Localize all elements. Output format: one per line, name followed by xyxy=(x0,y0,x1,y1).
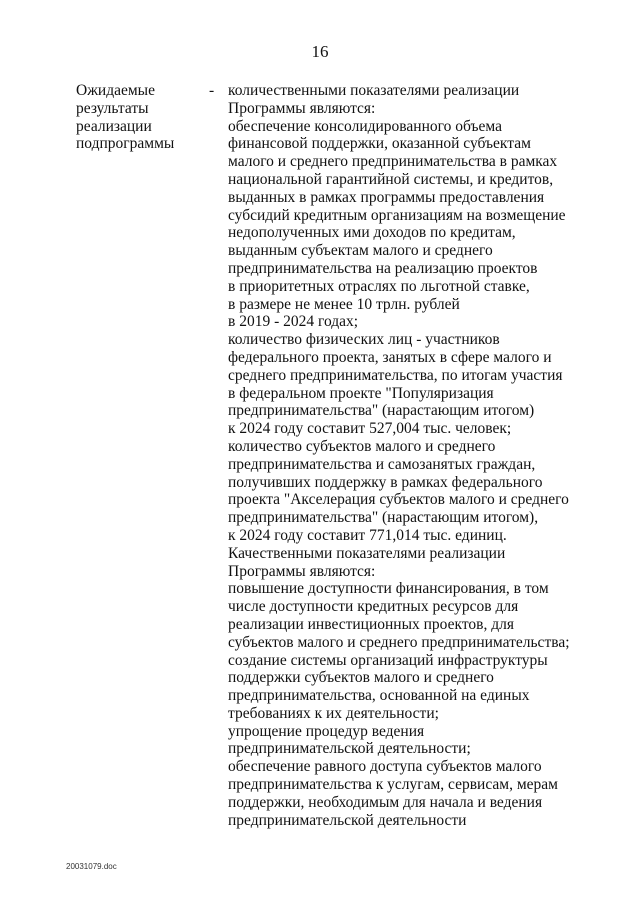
content-line: предпринимательской деятельности xyxy=(228,811,467,829)
content-line: обеспечение консолидированного объема xyxy=(228,117,502,135)
section-label-line: результаты xyxy=(76,99,149,117)
content-line: поддержки субъектов малого и среднего xyxy=(228,669,494,687)
content-line: количественными показателями реализации xyxy=(228,82,520,99)
content-line: повышение доступности финансирования, в том xyxy=(228,580,549,598)
content-line: субъектов малого и среднего предпринимательства; xyxy=(228,633,570,651)
content-line: предпринимательства к услугам, сервисам, мерам xyxy=(228,776,558,794)
content-line: количество физических лиц - участников xyxy=(228,331,500,349)
content-line: национальной гарантийной системы, и кредитов, xyxy=(228,170,554,188)
content-line: предпринимательства" (нарастающим итогом), xyxy=(228,509,539,527)
content-line: количество субъектов малого и среднего xyxy=(228,437,496,455)
section-label-line: подпрограммы xyxy=(76,135,175,153)
content-line: малого и среднего предпринимательства в рамках xyxy=(228,153,558,171)
list-dash: - xyxy=(209,82,215,99)
content-line: финансовой поддержки, оказанной субъектам xyxy=(228,135,531,153)
footer-filename: 20031079.doc xyxy=(66,862,117,871)
content-line: предпринимательства, основанной на единых xyxy=(228,687,530,705)
section-label-line: реализации xyxy=(76,117,152,135)
content-line: поддержки, необходимым для начала и ведения xyxy=(228,793,543,811)
content-line: недополученных ими доходов по кредитам, xyxy=(228,224,516,242)
content-line: предпринимательской деятельности; xyxy=(228,740,471,758)
page-number: 16 xyxy=(311,42,329,61)
content-line: предпринимательства" (нарастающим итогом) xyxy=(228,402,535,420)
content-line: предпринимательства и самозанятых граждан, xyxy=(228,455,536,473)
content-line: обеспечение равного доступа субъектов малого xyxy=(228,758,542,776)
content-line: выданных в рамках программы предоставления xyxy=(228,188,545,206)
section-content xyxy=(228,82,628,829)
content-line: требованиях к их деятельности; xyxy=(228,704,439,722)
content-line: реализации инвестиционных проектов, для xyxy=(228,615,514,633)
content-line: федерального проекта, занятых в сфере малого и xyxy=(228,348,552,366)
content-line: выданным субъектам малого и среднего xyxy=(228,242,493,260)
content-line: к 2024 году составит 527,004 тыс. человек; xyxy=(228,420,512,438)
content-line: проекта "Акселерация субъектов малого и среднего xyxy=(228,491,569,509)
content-line: числе доступности кредитных ресурсов для xyxy=(228,598,519,616)
content-line: среднего предпринимательства, по итогам участия xyxy=(228,366,563,384)
section-label xyxy=(76,82,206,153)
content-line: получивших поддержку в рамках федерального xyxy=(228,473,543,491)
content-line: Программы являются: xyxy=(228,99,376,117)
content-line: Качественными показателями реализации xyxy=(228,544,506,562)
content-line: в размере не менее 10 трлн. рублей xyxy=(228,295,460,313)
content-line: субсидий кредитным организациям на возмещение xyxy=(228,206,566,224)
content-line: Программы являются: xyxy=(228,562,376,580)
content-line: создание системы организаций инфраструктуры xyxy=(228,651,548,669)
content-line: в федеральном проекте "Популяризация xyxy=(228,384,494,402)
content-line: в приоритетных отраслях по льготной ставке, xyxy=(228,277,530,295)
content-line: предпринимательства на реализацию проектов xyxy=(228,259,538,277)
content-line: в 2019 - 2024 годах; xyxy=(228,313,359,331)
section-label-line: Ожидаемые xyxy=(76,82,155,99)
content-line: упрощение процедур ведения xyxy=(228,722,425,740)
content-line: к 2024 году составит 771,014 тыс. единиц. xyxy=(228,526,507,544)
